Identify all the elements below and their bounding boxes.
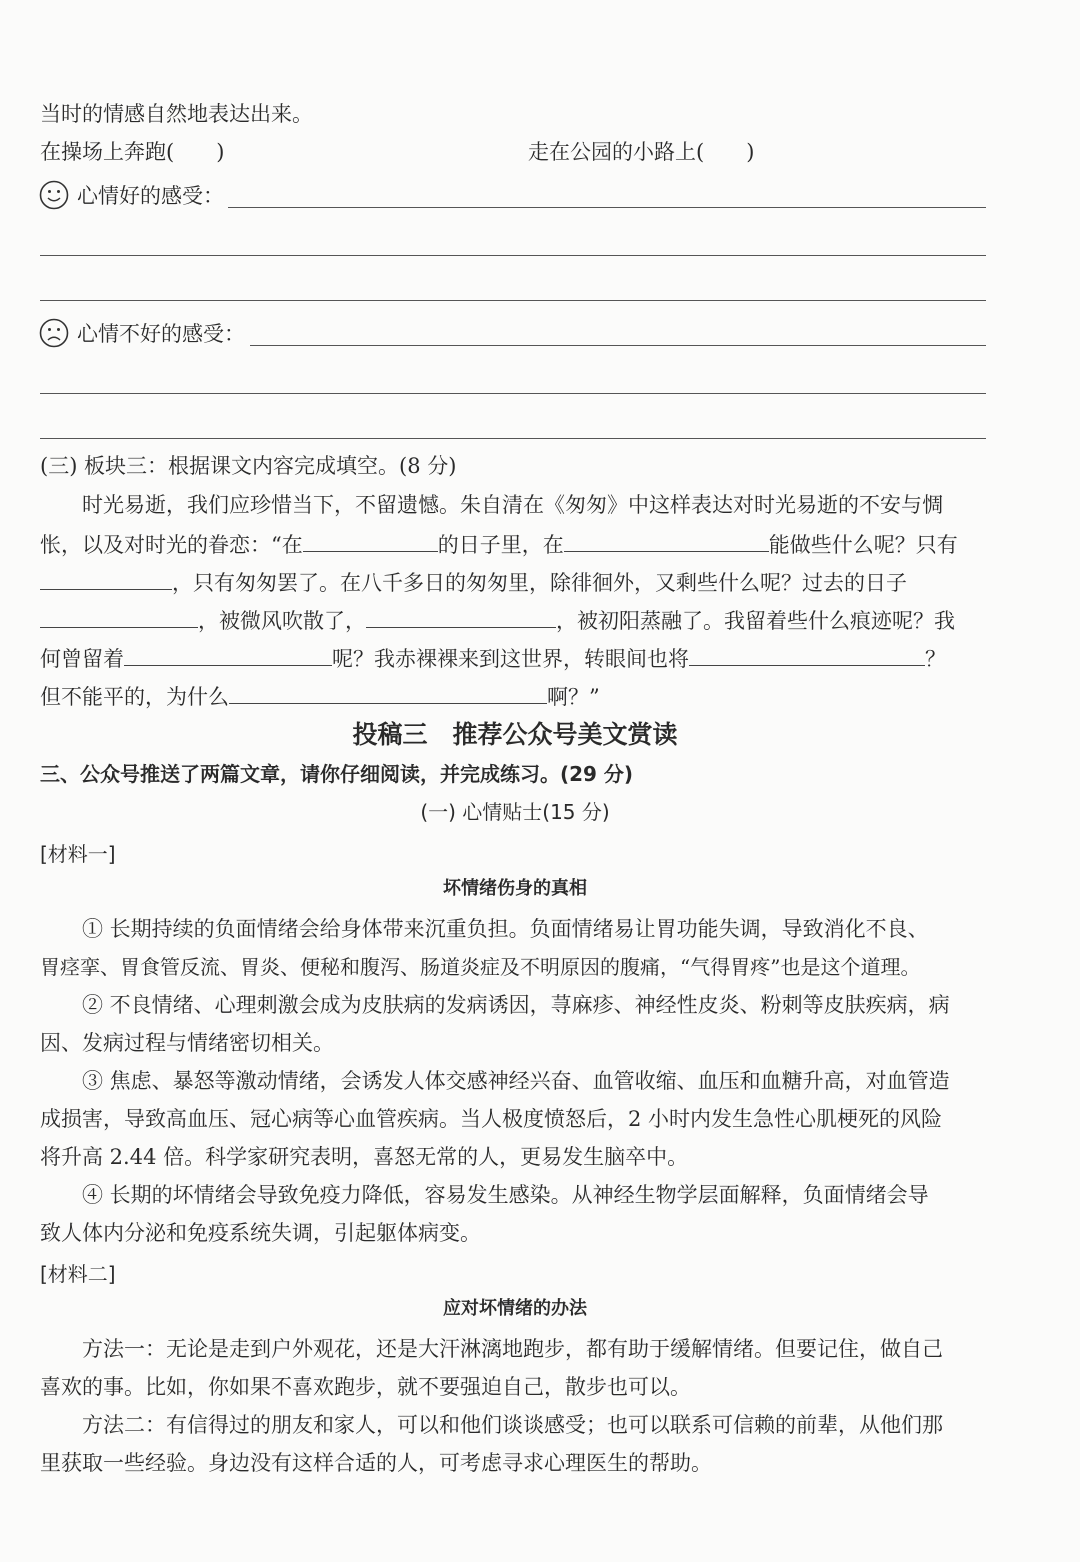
block3-heading: (三) 板块三：根据课文内容完成填空。(8 分) — [40, 454, 457, 478]
material1-para-line: 成损害，导致高血压、冠心病等心血管疾病。当人极度愤怒后，2 小时内发生急性心肌梗死的风险 — [40, 1107, 943, 1131]
good-mood-answer-line[interactable] — [40, 300, 986, 301]
subsection1-title: (一) 心情贴士(15 分) — [420, 800, 610, 824]
material2-para-line: 喜欢的事。比如，你如果不喜欢跑步，就不要强迫自己，散步也可以。 — [40, 1375, 691, 1399]
fill-blank[interactable] — [366, 605, 556, 628]
fill-blank[interactable] — [303, 529, 438, 552]
good-mood-label: 心情好的感受： — [77, 184, 224, 208]
block3-text: 能做些什么呢？只有 — [768, 533, 958, 557]
material1-title: 坏情绪伤身的真相 — [443, 878, 587, 899]
submission3-title: 投稿三 推荐公众号美文赏读 — [352, 720, 678, 749]
fill-blank[interactable] — [124, 643, 332, 666]
material1-para-line: 因、发病过程与情绪密切相关。 — [40, 1031, 334, 1055]
block3-text: 怅，以及对时光的眷恋：“在 — [40, 533, 303, 557]
block3-text: 啊？” — [547, 685, 600, 709]
material1-para-line: 致人体内分泌和免疫系统失调，引起躯体病变。 — [40, 1221, 481, 1245]
material2-para-line: 方法一：无论是走到户外观花，还是大汗淋漓地跑步，都有助于缓解情绪。但要记住，做自己 — [82, 1337, 943, 1361]
block3-text: 的日子里，在 — [437, 533, 564, 557]
material2-para-line: 里获取一些经验。身边没有这样合适的人，可考虑寻求心理医生的帮助。 — [40, 1451, 712, 1475]
bad-mood-label: 心情不好的感受： — [77, 322, 245, 346]
material1-para-line: ③ 焦虑、暴怒等激动情绪，会诱发人体交感神经兴奋、血管收缩、血压和血糖升高，对血管造 — [82, 1069, 950, 1093]
material1-para-line: ② 不良情绪、心理刺激会成为皮肤病的发病诱因，荨麻疹、神经性皮炎、粉刺等皮肤疾病，病 — [82, 993, 950, 1017]
good-mood-answer-line[interactable] — [228, 207, 986, 208]
material2-label: [材料二] — [40, 1262, 116, 1286]
bad-mood-answer-line[interactable] — [40, 438, 986, 439]
scene-playground: 在操场上奔跑( ) — [40, 140, 225, 164]
material1-para-line: 胃痉挛、胃食管反流、胃炎、便秘和腹泻、肠道炎症及不明原因的腹痛，“气得胃疼”也是这个道理。 — [40, 955, 921, 979]
fill-blank[interactable] — [40, 567, 172, 590]
material2-para-line: 方法二：有信得过的朋友和家人，可以和他们谈谈感受；也可以联系可信赖的前辈，从他们那 — [82, 1413, 943, 1437]
material1-para-line: ① 长期持续的负面情绪会给身体带来沉重负担。负面情绪易让胃功能失调，导致消化不良、 — [82, 917, 929, 941]
scene-park-path: 走在公园的小路上( ) — [528, 140, 755, 164]
block3-text: 呢？我赤裸裸来到这世界，转眼间也将 — [332, 647, 689, 671]
material2-title: 应对坏情绪的办法 — [443, 1298, 587, 1319]
block3-para-line — [40, 681, 600, 711]
material1-para-line: ④ 长期的坏情绪会导致免疫力降低，容易发生感染。从神经生物学层面解释，负面情绪会导 — [82, 1183, 929, 1207]
material1-label: [材料一] — [40, 842, 116, 866]
block3-para-line — [40, 605, 955, 635]
sad-face-icon — [39, 318, 69, 348]
block3-text: 但不能平的，为什么 — [40, 685, 229, 709]
block3-para-line — [40, 567, 907, 597]
block3-text: ，被初阳蒸融了。我留着些什么痕迹呢？我 — [556, 609, 955, 633]
block3-para-line — [40, 643, 946, 673]
material1-para-line: 将升高 2.44 倍。科学家研究表明，喜怒无常的人，更易发生脑卒中。 — [40, 1145, 689, 1169]
block3-text: ？ — [925, 647, 946, 671]
fill-blank[interactable] — [689, 643, 925, 666]
good-mood-answer-line[interactable] — [40, 255, 986, 256]
smile-face-icon — [39, 180, 69, 210]
block3-text: ，被微风吹散了， — [198, 609, 366, 633]
block3-para-line — [40, 529, 958, 559]
fill-blank[interactable] — [564, 529, 769, 552]
intro-line: 当时的情感自然地表达出来。 — [40, 102, 313, 126]
block3-para-line: 时光易逝，我们应珍惜当下，不留遗憾。朱自清在《匆匆》中这样表达对时光易逝的不安与惆 — [82, 493, 943, 517]
fill-blank[interactable] — [229, 681, 547, 704]
block3-text: ，只有匆匆罢了。在八千多日的匆匆里，除徘徊外，又剩些什么呢？过去的日子 — [172, 571, 907, 595]
section3-question: 三、公众号推送了两篇文章，请你仔细阅读，并完成练习。(29 分) — [40, 762, 634, 786]
fill-blank[interactable] — [40, 605, 198, 628]
bad-mood-answer-line[interactable] — [250, 345, 986, 346]
bad-mood-answer-line[interactable] — [40, 393, 986, 394]
block3-text: 何曾留着 — [40, 647, 124, 671]
